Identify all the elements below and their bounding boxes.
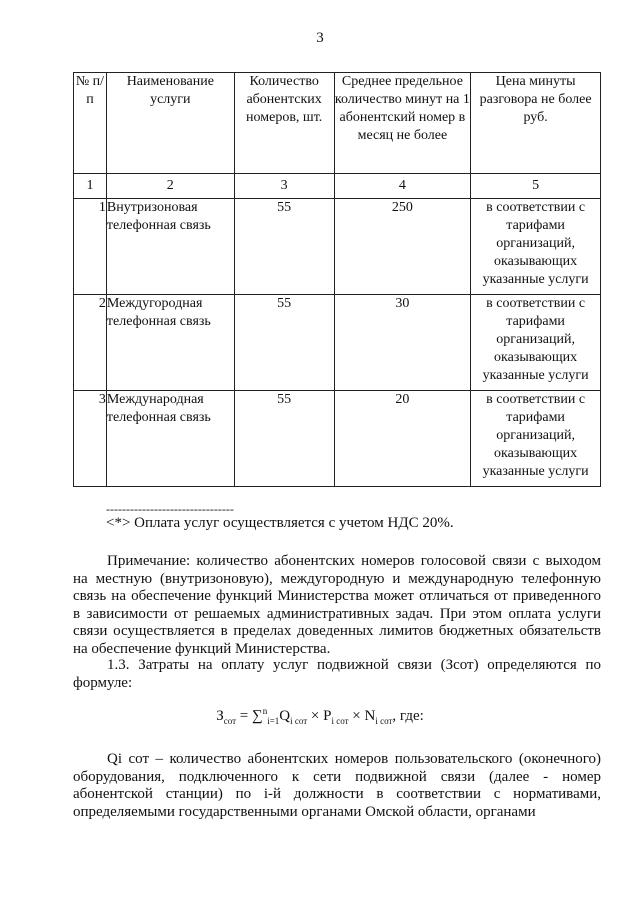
formula-sum-sup: n bbox=[262, 706, 268, 716]
column-number: 3 bbox=[234, 174, 334, 199]
formula-sum: ∑ bbox=[251, 708, 263, 724]
service-quantity: 55 bbox=[234, 295, 334, 391]
table-row bbox=[74, 199, 601, 295]
row-number: 3 bbox=[74, 391, 107, 487]
table-row bbox=[74, 295, 601, 391]
table-header-row bbox=[74, 73, 601, 174]
column-number-row bbox=[74, 174, 601, 199]
service-name: Внутризоновая телефонная связь bbox=[106, 199, 234, 295]
header-quantity: Количество абонентских номеров, шт. bbox=[234, 73, 334, 174]
row-number: 1 bbox=[74, 199, 107, 295]
header-minutes: Среднее предельное количество минут на 1 абонентский номер в месяц не более bbox=[334, 73, 471, 174]
service-name: Международная телефонная связь bbox=[106, 391, 234, 487]
formula-sum-sub: i=1 bbox=[267, 716, 280, 726]
formula-lhs: З bbox=[216, 708, 224, 724]
formula-times: × bbox=[307, 708, 324, 724]
footnote-divider: -------------------------------- bbox=[106, 502, 234, 516]
table-row bbox=[74, 391, 601, 487]
section-1-3-paragraph: 1.3. Затраты на оплату услуг подвижной связи (Зсот) определяются по формуле: bbox=[73, 657, 601, 691]
service-price: в соответствии с тарифами организаций, оказывающих указанные услуги bbox=[471, 199, 601, 295]
column-number: 4 bbox=[334, 174, 471, 199]
formula-suffix: , где: bbox=[392, 708, 424, 724]
service-quantity: 55 bbox=[234, 391, 334, 487]
service-price: в соответствии с тарифами организаций, оказывающих указанные услуги bbox=[471, 295, 601, 391]
service-name: Междугородная телефонная связь bbox=[106, 295, 234, 391]
header-price: Цена минуты разговора не более руб. bbox=[471, 73, 601, 174]
formula-times: × bbox=[348, 708, 365, 724]
service-minutes: 250 bbox=[334, 199, 471, 295]
row-number: 2 bbox=[74, 295, 107, 391]
formula-lhs-sub: сот bbox=[223, 716, 237, 726]
qi-definition-paragraph: Qi сот – количество абонентских номеров пользовательского (оконечного) оборудования, подключенного к сети подвижной связи (далее - номер абонентской станции) по i-й должности в соответствии с нормативами, определяемыми государственными органами Омской области, органами bbox=[73, 751, 601, 820]
column-number: 5 bbox=[471, 174, 601, 199]
header-service-name: Наименование услуги bbox=[106, 73, 234, 174]
formula-p-sub: i сот bbox=[331, 716, 349, 726]
formula-n: N bbox=[364, 708, 376, 724]
service-price: в соответствии с тарифами организаций, оказывающих указанные услуги bbox=[471, 391, 601, 487]
service-quantity: 55 bbox=[234, 199, 334, 295]
formula-q-sub: i сот bbox=[290, 716, 308, 726]
page-number: 3 bbox=[316, 30, 324, 46]
formula-equals: = bbox=[236, 708, 252, 724]
column-number: 1 bbox=[74, 174, 107, 199]
vat-footnote: <*> Оплата услуг осуществляется с учетом НДС 20%. bbox=[106, 515, 454, 531]
service-minutes: 30 bbox=[334, 295, 471, 391]
column-number: 2 bbox=[106, 174, 234, 199]
services-table bbox=[73, 72, 601, 487]
note-paragraph: Примечание: количество абонентских номеров голосовой связи с выходом на местную (внутризоновую), междугородную и международную телефонную связь на обеспечение функций Министерства может отличаться от приведенного в зависимости от решаемых административных задач. При этом оплата услуги связи осуществляется в пределах доведенных лимитов бюджетных обязательств на обеспечение функций Министерства. bbox=[73, 553, 601, 657]
service-minutes: 20 bbox=[334, 391, 471, 487]
formula-q: Q bbox=[279, 708, 291, 724]
header-number: № п/п bbox=[74, 73, 107, 174]
mobile-cost-formula bbox=[0, 706, 640, 726]
formula-n-sub: i сот bbox=[375, 716, 393, 726]
formula-p: P bbox=[323, 708, 332, 724]
